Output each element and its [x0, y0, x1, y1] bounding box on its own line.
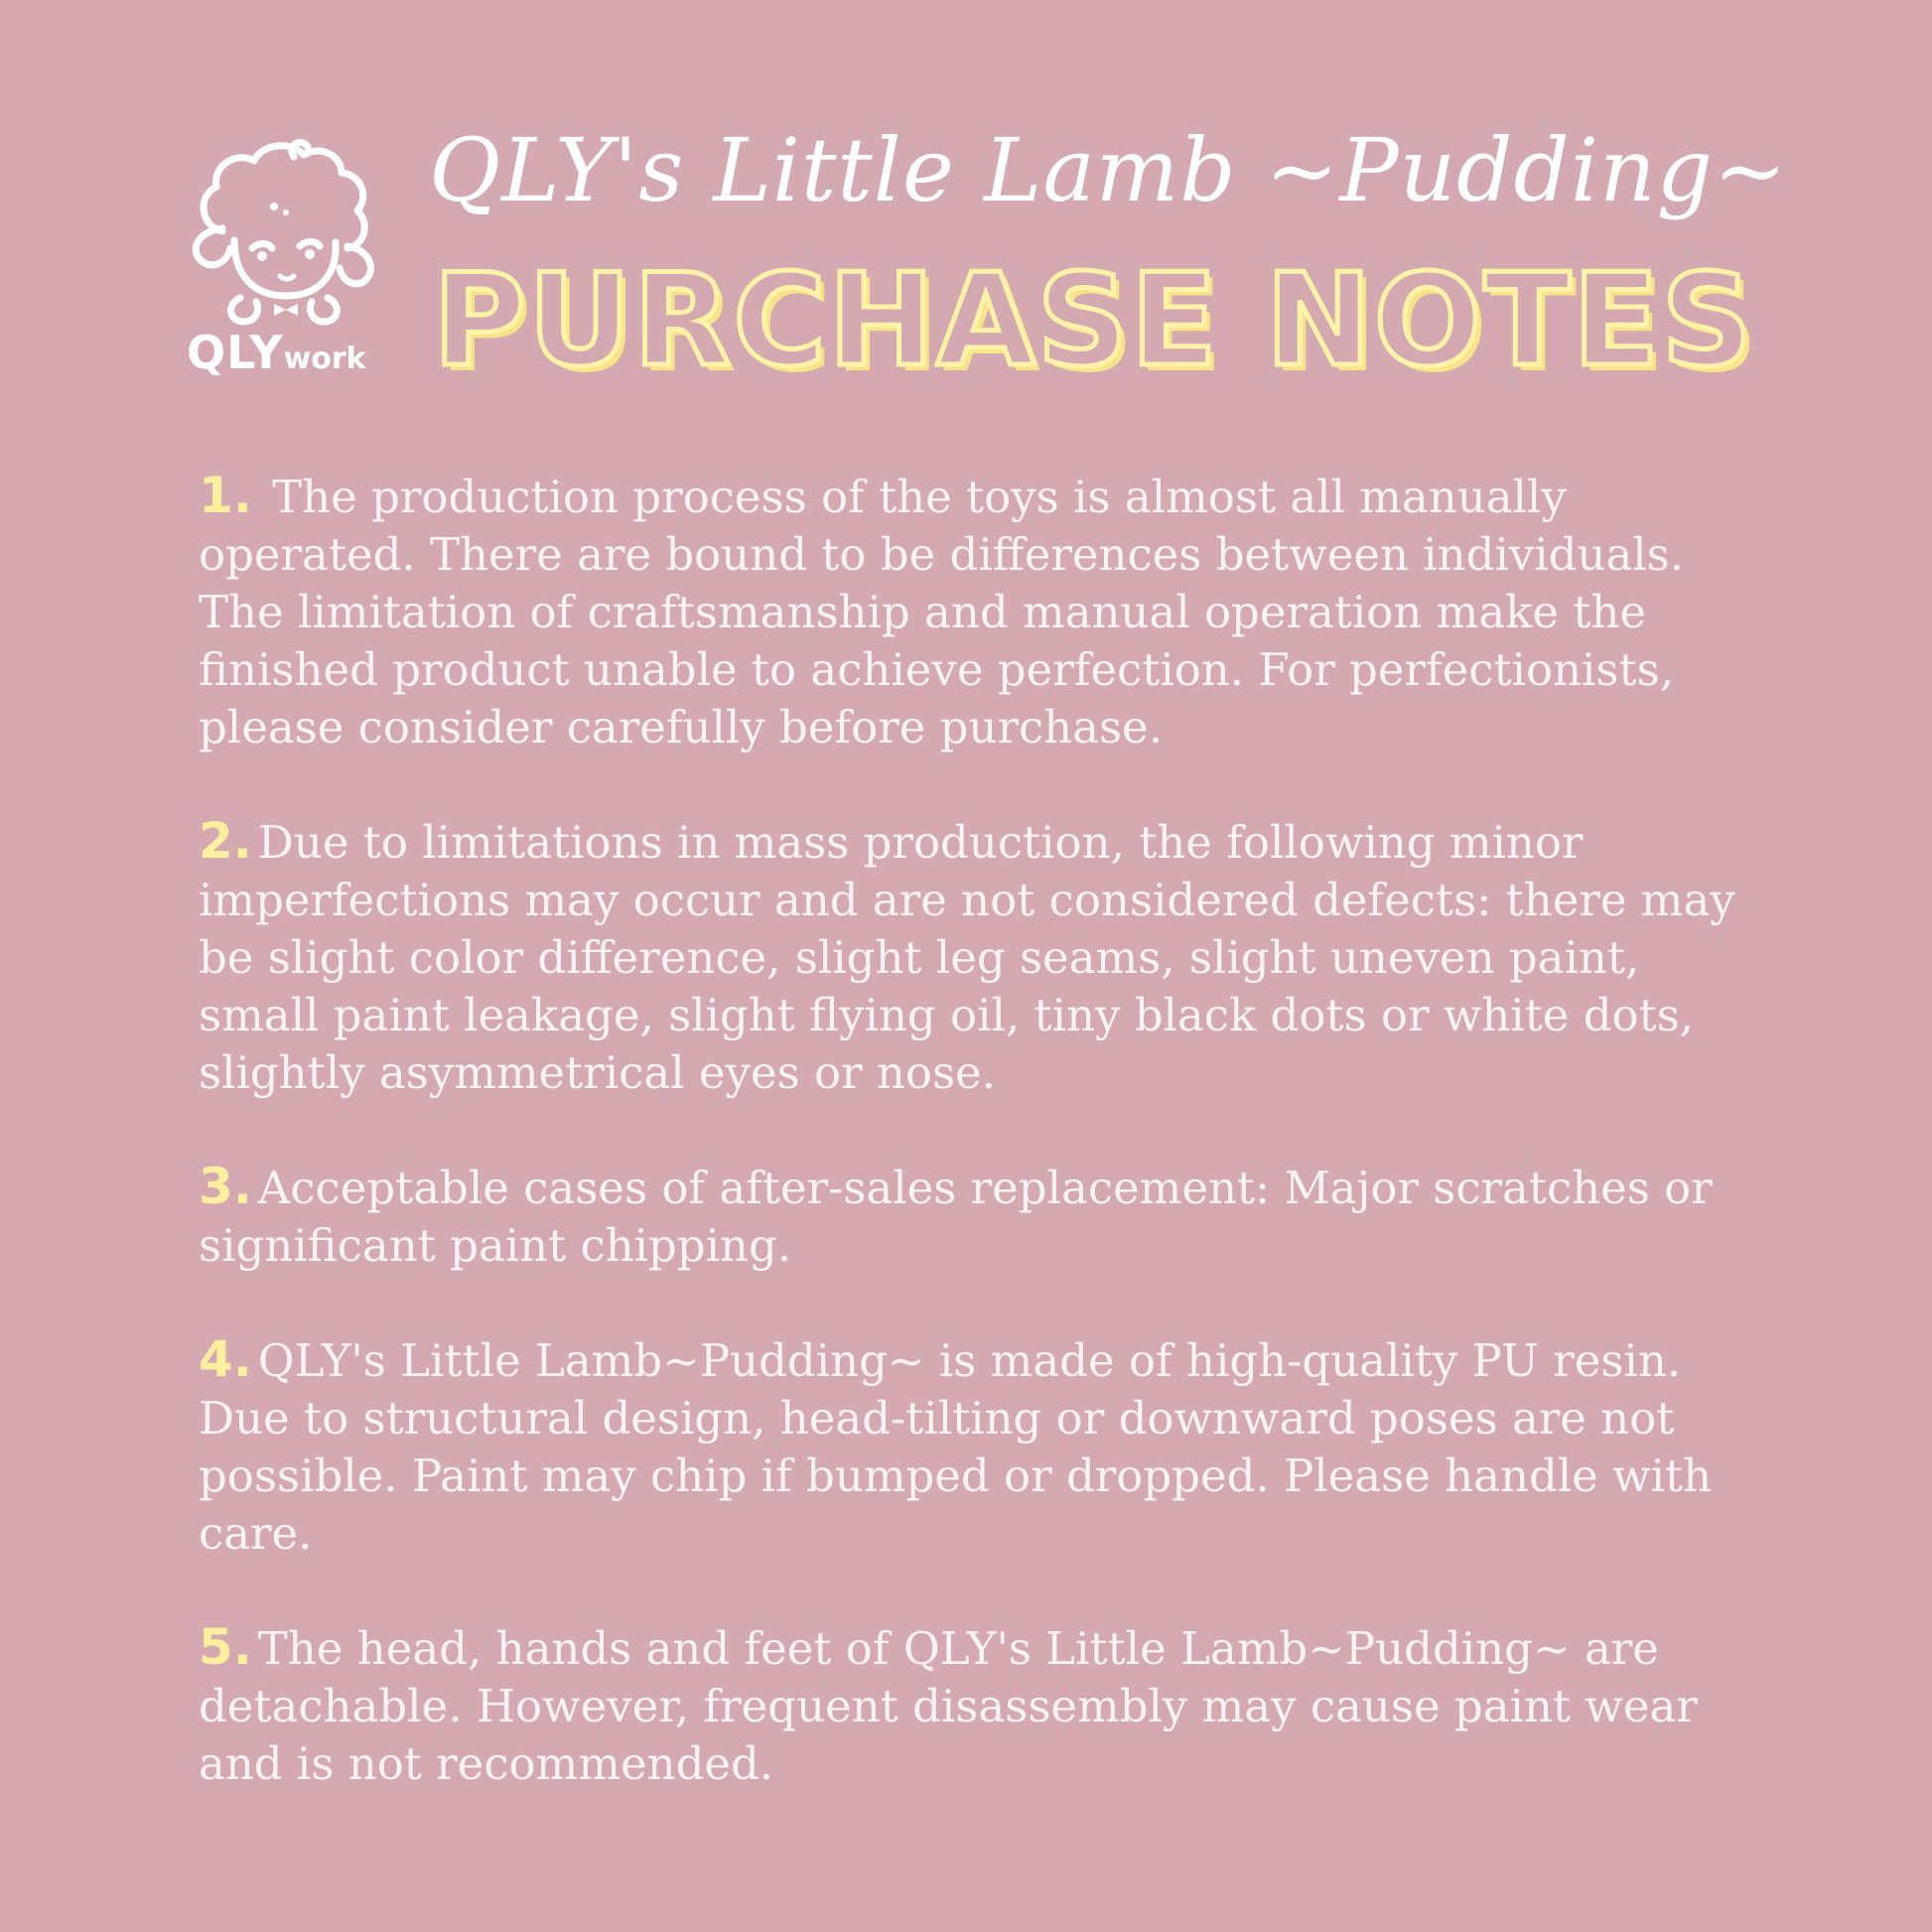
logo-wordmark-main: QLY [187, 326, 284, 379]
logo-wordmark-sub: work [283, 342, 366, 376]
note-item-4 [199, 1330, 1747, 1563]
product-subtitle: QLY's Little Lamb ~Pudding~ [429, 119, 1788, 221]
lamb-mascot-icon [183, 137, 391, 326]
note-item-1 [199, 467, 1747, 757]
note-text: QLY's Little Lamb~Pudding~ is made of high-quality PU resin. Due to structural design, head-tilting or downward poses are not possible. Paint may chip if bumped or dropped. Please handle with care. [199, 1334, 1713, 1560]
page-title: PURCHASE NOTES [433, 247, 1755, 395]
note-number: 3. [199, 1158, 252, 1215]
note-item-2 [199, 812, 1747, 1102]
note-item-5 [199, 1618, 1747, 1793]
note-text: The production process of the toys is almost all manually operated. There are bound to be differences between individuals. The limitation of craftsmanship and manual operation make the finished product unable to achieve perfection. For perfectionists, please consider carefully before purchase. [199, 471, 1685, 754]
notes-list [199, 467, 1747, 1849]
note-number: 2. [199, 812, 252, 870]
note-text: Due to limitations in mass production, the following minor imperfections may occur and are not considered defects: there may be slight color difference, slight leg seams, slight uneven paint, small paint leakage, slight flying oil, tiny black dots or white dots, slightly asymmetrical eyes or nose. [199, 816, 1735, 1099]
brand-logo [183, 137, 391, 385]
note-number: 1. [199, 467, 252, 524]
note-number: 5. [199, 1618, 252, 1676]
note-text: Acceptable cases of after-sales replacement: Major scratches or significant paint chipping. [199, 1162, 1713, 1272]
note-text: The head, hands and feet of QLY's Little Lamb~Pudding~ are detachable. However, frequent disassembly may cause paint wear and is not recommended. [199, 1622, 1698, 1790]
note-item-3 [199, 1158, 1747, 1275]
note-number: 4. [199, 1330, 252, 1388]
logo-wordmark [187, 326, 366, 379]
